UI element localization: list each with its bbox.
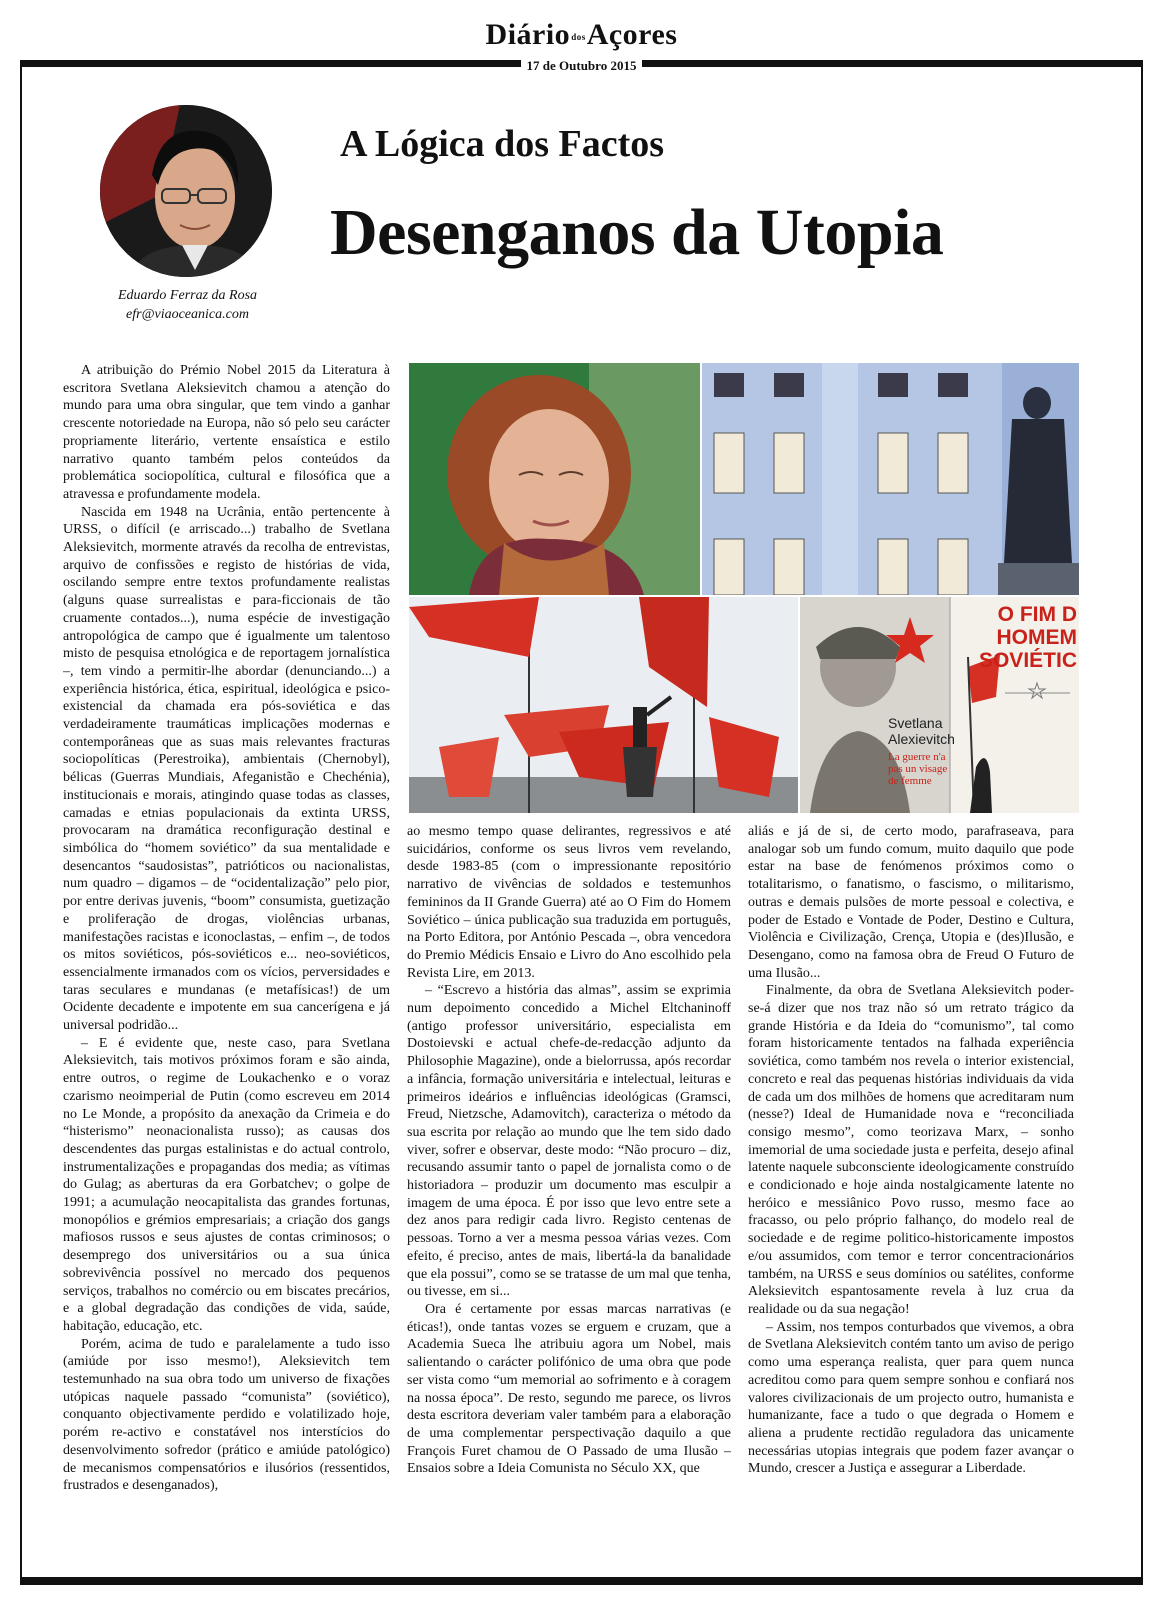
book-title-line-3: SOVIÉTIC <box>978 649 1077 672</box>
book-author-line-2: Alexievitch <box>888 731 955 747</box>
book-cover-author <box>888 715 968 747</box>
paragraph: Porém, acima de tudo e paralelamente a tudo isso (amiúde por isso mesmo!), Aleksievitch tem testemunhado na sua obra todo um universo de fixações utópicas naquele passado “comunista” (soviético), conquanto objectivamente perdido e volatilizado hoje, porém re-activo e constatável nos interstícios do desenvolvimento sofredor (prático e amiúde patológico) de mecanismos compensatórios e ilusórios (ressentidos, frustrados e desenganados), <box>63 1336 390 1494</box>
paragraph: – Assim, nos tempos conturbados que vivemos, a obra de Svetlana Aleksievitch contém tanto um aviso de perigo como uma esperança realista, quer para quem nunca acreditou como para quem sempre sonhou e confiará nos valores civilizacionais de um projecto outro, humanista e humanizante, face a tudo o que degrada o Homem e aliena a prudente rectidão reguladora das unicamente necessárias utopias integrais que podem fazer avançar o Mundo, crescer a Justiça e assegurar a Liberdade. <box>748 1319 1074 1477</box>
photo-red-flags-lenin <box>409 597 798 813</box>
section-kicker: A Lógica dos Factos <box>340 123 665 165</box>
article-column-3 <box>748 823 1074 1543</box>
book-covers <box>800 597 1079 813</box>
masthead-title-left: Diário <box>485 18 571 51</box>
article-column-2 <box>407 823 731 1543</box>
paragraph: ao mesmo tempo quase delirantes, regressivos e até suicidários, conforme os seus livros vem revelando, desde 1983-85 (com o impressionante repositório narrativo de vivências de soldados e testemunhos femininos da II Grande Guerra) até ao O Fim do Homem Soviético – única publicação sua traduzida em português, na Porto Editora, por António Pescada –, obra vencedora do Premio Médicis Ensaio e Livro do Ano escolhido pela Revista Lire, em 2013. <box>407 824 731 981</box>
photo-collage <box>409 363 1079 813</box>
book-cover-title <box>957 603 1077 672</box>
article-column-1 <box>63 362 390 1542</box>
photo-soviet-building <box>702 363 1079 595</box>
author-name: Eduardo Ferraz da Rosa <box>117 288 258 303</box>
paragraph: A atribuição do Prémio Nobel 2015 da Literatura à escritora Svetlana Aleksievitch chamou a atenção do mundo para uma obra singular, que tem vindo a ganhar crescente notoriedade na Europa, não só pelo seu carácter propriamente literário, vertente ensaística e estilo narrativo quanto também pelos conteúdos da problemática sociopolítica, cultural e filosófica que a atravessa e profundamente modela. <box>63 363 390 502</box>
book-title-line-2: HOMEM <box>996 626 1077 649</box>
masthead-title <box>0 18 1163 52</box>
paragraph: Nascida em 1948 na Ucrânia, então pertencente à URSS, o difícil (e arriscado...) trabalho de Svetlana Aleksievitch, mormente através da recolha de entrevistas, arquivo de confissões e registo de histórias de vida, oscilando sempre entre textos profundamente realistas (alguns quase surrealistas e para-ficcionais de tão cruamente contados...), numa espécie de investigação antropológica de campo que é igualmente um talentoso misto de pesquisa etnológica e de reportagem jornalística –, tem vindo a permitir-lhe abordar (denunciando...) a experiência histórica, ética, espiritual, ideológica e psico-existencial da chamada era pós-soviética e das verdadeiramente traumáticas implicações modernas e contemporâneas que as suas mais relevantes fracturas sociopolíticas (Perestroika), ambientais (Chernobyl), bélicas (Guerras Mundiais, Afeganistão e Chechénia), institucionais e morais, atingindo quase todas as classes, camadas e etnias populacionais da extinta URSS, provocaram na dramática reconfiguração destinal e simbólica do “homem soviético” da sua mentalidade e desencantos “saudosistas”, patrióticos ou nacionalistas, num quadro – digamos – de “ocidentalização” pelo pior, por entre derivas juvenis, “boom” consumista, guetização e proliferação de drogas, violências urbanas, manifestações racistas e iconoclastas, – enfim –, de todos os mitos soviéticos, pós-soviéticos e... neo-soviéticos, essencialmente irmanados com os vícios, perversidades e taras seculares e mundanas (e metafísicas!) de um Ocidente decadente e impotente em sua cancerígena e já universal podridão... <box>63 504 390 1034</box>
masthead-title-right: Açores <box>586 18 678 51</box>
article-headline: Desenganos da Utopia <box>330 196 944 269</box>
paragraph: – “Escrevo a história das almas”, assim se exprimia num depoimento concedido a Michel Eltchaninoff (antigo professor universitário, especialista em Dostoievski e actual chefe-de-redacção adjunto da Philosophie Magazine), onde a bielorrussa, após recordar a infância, formação universitária e intelectual, leituras e primeiros ideários e influências ideológicas (Gramsci, Freud, Nietzsche, Adamovitch), caracteriza o método da sua escrita por relação ao mundo que lhe tem sido dado viver, sofrer e observar, deste modo: “Não procuro – diz, recusando assumir tanto o papel de jornalista como o de historiadora – produzir um documento mas esculpir a imagem de uma época. É por isso que levo entre sete a dez anos para redigir cada livro. Registo centenas de pessoas. Torno a ver a mesma pessoa várias vezes. Com efeito, é preciso, antes de mais, libertá-la da banalidade que ela possui”, como se se tratasse de um mal que tenha, ou tivesse, em si... <box>407 983 731 1300</box>
paragraph: Finalmente, da obra de Svetlana Aleksievitch poder-se-á dizer que nos traz não só um retrato trágico da grande História e da Ideia do “comunismo”, tal como foram historicamente tentados na falhada experiência soviética, como também nos revela o interior existencial, concreto e real das pequenas histórias individuais da vida de cada um dos milhões de homens que acreditaram num (nesse?) Ideal de Humanidade nova e “reconciliada consigo mesmo”, como teorizava Marx, – sonho imemorial de uma sociedade justa e perfeita, desejo afinal latente naquele subconsciente ideologicamente construído e condicionado e hoje ainda nostalgicamente latente no heróico e messiânico Povo russo, mesmo face ao fracasso, ou pelo próprio falhanço, do modelo real de sociedade e de regime politico-historicamente impostos e/ou assumidos, com temor e terror concentracionários também, na URSS e seus domínios ou satélites, conforme Aleksievitch espantosamente revela à luz crua da realidade ou da sua negação! <box>748 983 1074 1317</box>
paragraph: – E é evidente que, neste caso, para Svetlana Aleksievitch, tais motivos próximos foram e são ainda, entre outros, o regime de Loukachenko e o voraz czarismo neoimperial de Putin (como escreveu em 2014 no Le Monde, a propósito da anexação da Crimeia e do “histerismo” neonacionalista russo); as causas dos descendentes das purgas estalinistas e do actual controlo, instrumentalizações e propagandas dos media; as vítimas do Gulag; as aberturas da era Gorbatchev; o golpe de 1991; a acumulação neocapitalista das grandes fortunas, monopólios e grémios empresariais; a criação dos gangs mafiosos russos e seus ajustes de contas criminosos; o desemprego dos universitários ou a sua única sobrevivência possível no mercado dos pequenos serviços, trabalhos no comércio ou em biscates precários, e a global degradação das condições de vida, saúde, habitação, educação, etc. <box>63 1035 390 1334</box>
paragraph: Ora é certamente por essas marcas narrativas (e éticas!), onde tantas vozes se erguem e cruzam, que a Academia Sueca lhe atribuiu agora um Nobel, mais salientando o carácter polifónico de uma obra que pode ser vista como “um memorial ao sofrimento e à coragem na nossa época”. De resto, segundo me parece, os livros desta escritora deveriam valer também para a elaboração de uma complementar perspectivação daquilo a que François Furet chamou de O Passado de uma Ilusão – Ensaios sobre a Ideia Comunista no Século XX, que <box>407 1301 731 1477</box>
photo-svetlana-portrait <box>409 363 700 595</box>
book-title-line-1: O FIM D <box>997 603 1077 626</box>
author-portrait-image <box>100 105 272 277</box>
paragraph: aliás e já de si, de certo modo, parafraseava, para analogar sob um fundo comum, muito daquilo que pode estar na base de fenómenos próximos como o totalitarismo, o fanatismo, o fascismo, o militarismo, outras e demais pulsões de morte pessoal e colectiva, e poder de Estado e Vontade de Poder, Destino e Cultura, Violência e Civilização, Crença, Utopia e (des)Ilusão, e Desengano, como na famosa obra de Freud O Futuro de uma Ilusão... <box>748 824 1074 981</box>
issue-date: 17 de Outubro 2015 <box>521 58 643 73</box>
masthead-title-small: dos <box>571 32 586 43</box>
book-cover-subtitle: La guerre n'a pas un visage de femme <box>888 751 948 787</box>
bottom-rule <box>20 1577 1143 1584</box>
book-author-line-1: Svetlana <box>888 715 943 731</box>
author-portrait <box>100 105 272 277</box>
author-email[interactable]: efr@viaoceanica.com <box>126 307 249 322</box>
author-byline <box>80 286 295 324</box>
